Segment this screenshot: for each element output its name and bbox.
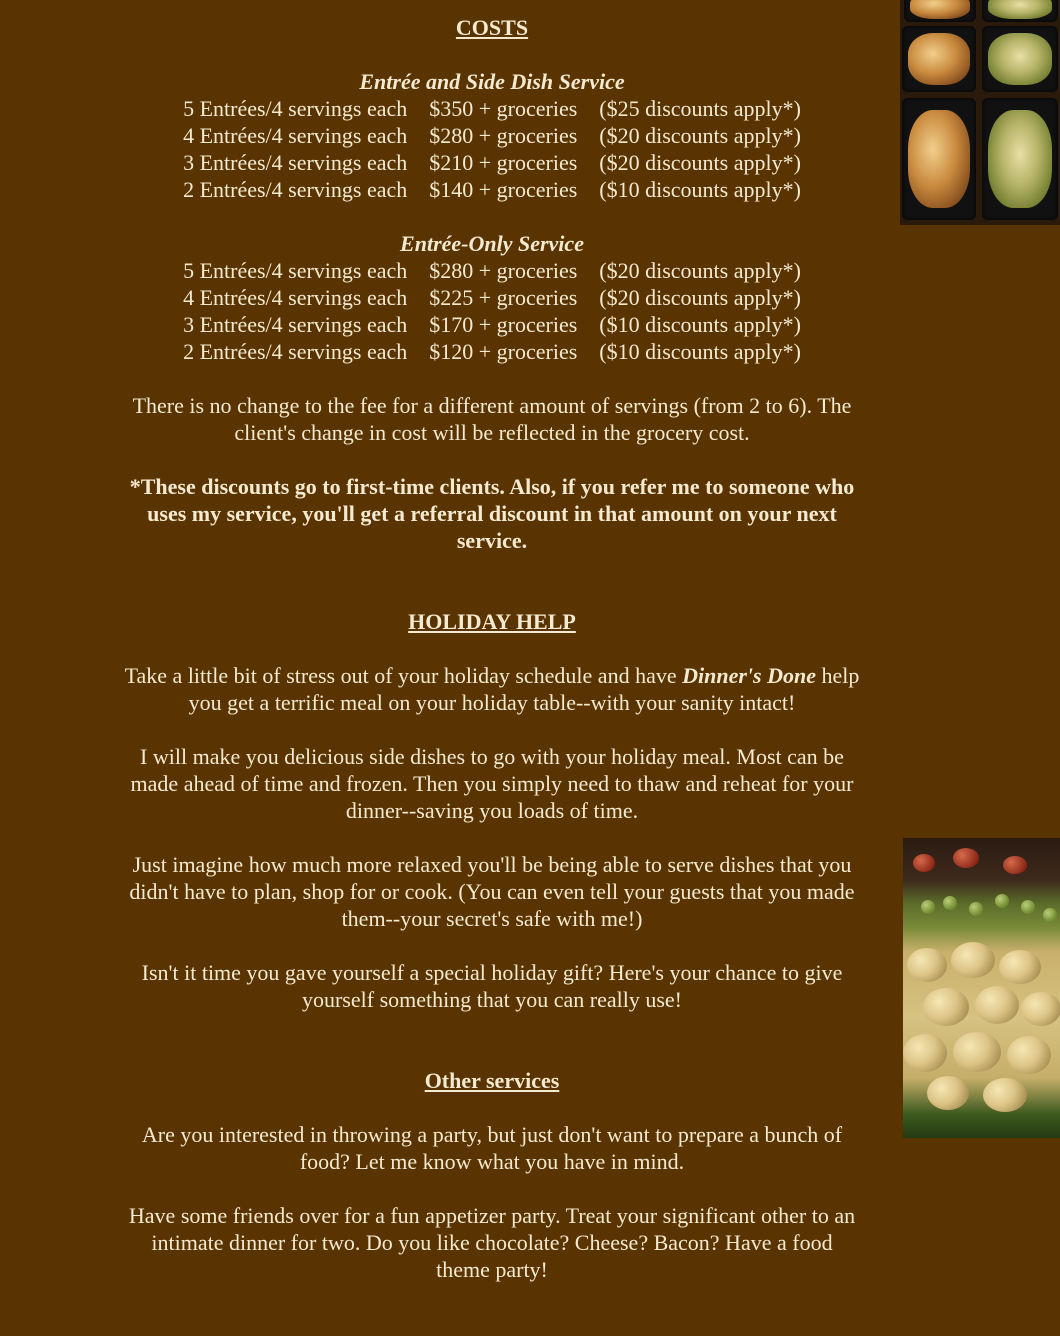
potato	[923, 988, 969, 1026]
pea	[1021, 900, 1035, 914]
potato	[953, 1032, 1001, 1072]
price-row: 2 Entrées/4 servings each $140 + groceries ($10 discounts apply*)	[183, 177, 801, 202]
potato	[907, 948, 947, 982]
food	[908, 110, 970, 208]
potato	[927, 1076, 969, 1110]
fruit	[953, 848, 979, 868]
holiday-heading: HOLIDAY HELP	[408, 609, 576, 634]
tray	[982, 0, 1058, 22]
price-row: 5 Entrées/4 servings each $350 + groceries ($25 discounts apply*)	[183, 96, 801, 121]
holiday-intro-text: Take a little bit of stress out of your holiday schedule and have	[124, 663, 683, 688]
food	[988, 110, 1052, 208]
holiday-side-dishes-paragraph: I will make you delicious side dishes to go with your holiday meal. Most can be made ahead of time and frozen. Then you simply need to thaw and reheat for your dinner--saving you loads of time.	[130, 744, 854, 823]
potato	[999, 950, 1041, 984]
pea	[995, 894, 1009, 908]
tray	[904, 0, 976, 22]
potato	[1007, 1036, 1051, 1074]
holiday-gift-paragraph: Isn't it time you gave yourself a special holiday gift? Here's your chance to give yourself something that you can really use!	[141, 960, 843, 1012]
price-row: 5 Entrées/4 servings each $280 + groceries ($20 discounts apply*)	[183, 258, 801, 283]
food	[988, 33, 1052, 86]
holiday-intro	[122, 662, 862, 716]
fruit	[1003, 856, 1027, 874]
food	[988, 0, 1052, 19]
costs-heading: COSTS	[455, 15, 529, 40]
pea	[1043, 908, 1057, 922]
holiday-intro-text-end: help you get a terrific meal on your holiday table--with your sanity intact!	[188, 663, 860, 715]
main-content	[122, 14, 862, 1283]
pea	[943, 896, 957, 910]
entree-side-service-title: Entrée and Side Dish Service	[359, 69, 625, 94]
tray	[982, 26, 1058, 92]
food	[910, 0, 970, 19]
price-row: 3 Entrées/4 servings each $210 + groceries ($20 discounts apply*)	[183, 150, 801, 175]
price-row: 4 Entrées/4 servings each $225 + groceries ($20 discounts apply*)	[183, 285, 801, 310]
potato	[975, 986, 1019, 1024]
fruit	[913, 854, 935, 872]
potato	[951, 942, 995, 978]
potato	[983, 1078, 1027, 1112]
price-row: 3 Entrées/4 servings each $170 + groceries ($10 discounts apply*)	[183, 312, 801, 337]
holiday-relax-paragraph: Just imagine how much more relaxed you'll be being able to serve dishes that you didn't have to plan, shop for or cook. (You can even tell your guests that you made them--your secret's safe with me!)	[129, 852, 855, 931]
market-produce-photo	[903, 838, 1060, 1138]
tray	[982, 98, 1058, 220]
other-services-heading: Other services	[424, 1068, 560, 1093]
price-row: 4 Entrées/4 servings each $280 + groceries ($20 discounts apply*)	[183, 123, 801, 148]
price-row: 2 Entrées/4 servings each $120 + groceries ($10 discounts apply*)	[183, 339, 801, 364]
entree-trays-photo	[900, 0, 1060, 225]
theme-party-paragraph: Have some friends over for a fun appetizer party. Treat your significant other to an intimate dinner for two. Do you like chocolate? Cheese? Bacon? Have a food theme party!	[128, 1203, 856, 1282]
brand-name: Dinner's Done	[682, 663, 816, 688]
discount-note: *These discounts go to first-time clients. Also, if you refer me to someone who uses my service, you'll get a referral discount in that amount on your next service.	[129, 474, 855, 553]
entree-only-service-title: Entrée-Only Service	[400, 231, 584, 256]
servings-note: There is no change to the fee for a different amount of servings (from 2 to 6). The client's change in cost will be reflected in the grocery cost.	[132, 393, 852, 445]
party-paragraph: Are you interested in throwing a party, but just don't want to prepare a bunch of food? Let me know what you have in mind.	[141, 1122, 843, 1174]
pea	[921, 900, 935, 914]
food	[908, 33, 970, 86]
tray	[902, 26, 976, 92]
pea	[969, 902, 983, 916]
potato	[1021, 992, 1060, 1026]
tray	[902, 98, 976, 220]
potato	[903, 1034, 947, 1072]
